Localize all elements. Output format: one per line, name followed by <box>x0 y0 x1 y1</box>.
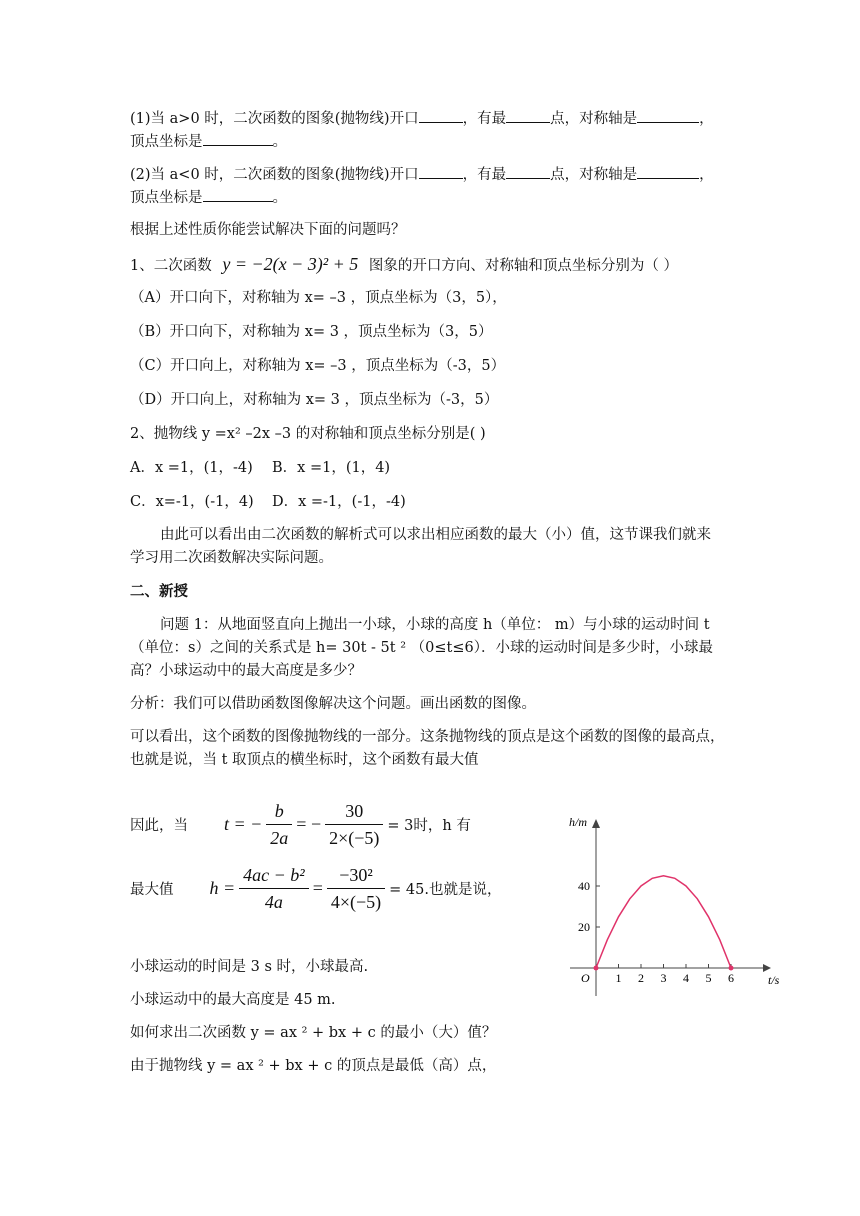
x-tick-label: 5 <box>705 971 712 985</box>
section-heading: 二、新授 <box>130 583 188 600</box>
blank <box>419 108 463 123</box>
problem-line3: 高？小球运动中的最大高度是多少？ <box>130 663 362 679</box>
question-1-option-a: （A）开口向下，对称轴为 x= –3 ，顶点坐标为（3，5）， <box>130 290 507 306</box>
property-2-line1: (2)当 a<0 时，二次函数的图象(抛物线)开口 ，有最 点，对称轴是 ， <box>130 164 714 185</box>
origin-label: O <box>581 971 590 985</box>
blank <box>637 164 699 179</box>
question-1-option-b: （B）开口向下，对称轴为 x= 3 ，顶点坐标为（3，5） <box>130 324 493 340</box>
ticks <box>578 879 734 985</box>
blank <box>419 164 463 179</box>
x-tick-label: 1 <box>615 971 622 985</box>
question-1-stem: 1、二次函数 y = −2(x − 3)² + 5 图象的开口方向、对称轴和顶点坐标分别为（ ） <box>130 254 679 274</box>
y-axis-label: h/m <box>569 815 587 829</box>
question-2-stem: 2、抛物线 y =x² –2x –3 的对称轴和顶点坐标分别是( ) <box>130 426 486 442</box>
endpoint <box>729 966 734 971</box>
problem-line2: （单位：s）之间的关系式是 h= 30t - 5t ² （0≤t≤6）．小球的运动时间是多少时，小球最 <box>130 640 713 656</box>
question-2-option-d: D．x =-1，(-1，-4) <box>272 494 406 510</box>
summary-line2: 学习用二次函数解决实际问题。 <box>130 550 333 566</box>
question-line2: 由于抛物线 y = ax ² + bx + c 的顶点是最低（高）点， <box>130 1058 497 1074</box>
question-1-option-d: （D）开口向上，对称轴为 x= 3 ，顶点坐标为（-3，5） <box>130 392 499 408</box>
observe-line1: 可以看出，这个函数的图像抛物线的一部分。这条抛物线的顶点是这个函数的图像的最高点， <box>130 729 725 745</box>
x-tick-label: 2 <box>638 971 644 985</box>
problem-line1: 问题 1：从地面竖直向上抛出一小球，小球的高度 h（单位： m）与小球的运动时间 t <box>160 617 710 633</box>
x-tick-label: 6 <box>728 971 734 985</box>
blank <box>506 108 550 123</box>
blank <box>506 164 550 179</box>
blank <box>203 131 273 146</box>
blank <box>203 187 273 202</box>
property-2-line2: 顶点坐标是 。 <box>130 187 287 208</box>
vertex-t-formula: 因此，当 t = − $\frac{b}{2a}$ = − $\frac{30}{2\times(-5)}$ = 3时，h 有 <box>130 798 471 851</box>
series-line <box>596 876 731 968</box>
question-2-option-b: B．x =1，(1，4) <box>272 460 391 476</box>
x-tick-label: 3 <box>660 971 667 985</box>
analysis-text: 分析：我们可以借助函数图像解决这个问题。画出函数的图像。 <box>130 696 536 712</box>
summary-line1: 由此可以看出由二次函数的解析式可以求出相应函数的最大（小）值，这节课我们就来 <box>160 527 711 543</box>
observe-line2: 也就是说，当 t 取顶点的横坐标时，这个函数有最大值 <box>130 752 479 768</box>
y-tick-label: 20 <box>578 920 590 934</box>
property-1-line2: 顶点坐标是 。 <box>130 131 287 152</box>
parabola-chart <box>565 812 790 1002</box>
fraction: $\frac{\text{4ac − b²}}{4a}$ <box>239 862 309 915</box>
x-axis-label: t/s <box>768 973 780 987</box>
question-1-option-c: （C）开口向上，对称轴为 x= –3 ，顶点坐标为（-3，5） <box>130 358 506 374</box>
property-1-line1: (1)当 a>0 时，二次函数的图象(抛物线)开口 ，有最 点，对称轴是 ， <box>130 108 714 129</box>
fraction: $\frac{30}{2\times(-5)}$ <box>325 798 383 851</box>
question-2-option-c: C．x=-1，(-1，4) <box>130 494 254 510</box>
conclusion-line1: 小球运动的时间是 3 s 时，小球最高. <box>130 959 369 975</box>
question-line1: 如何求出二次函数 y = ax ² + bx + c 的最小（大）值？ <box>130 1025 497 1041</box>
fraction: $\frac{b}{2a}$ <box>266 798 292 851</box>
fraction: $\frac{\text{−30²}}{4\times(-5)}$ <box>327 862 385 915</box>
question-1-formula: y = −2(x − 3)² + 5 <box>222 254 359 274</box>
blank <box>637 108 699 123</box>
axes <box>569 815 780 996</box>
y-axis-arrow <box>592 819 600 828</box>
max-h-formula: 最大值 h = $\frac{\text{4ac − b²}}{4a}$ = $\frac{\text{−30²}}{4\times(-5)}$ = 45.也就是说， <box>130 862 501 915</box>
conclusion-line2: 小球运动中的最大高度是 45 m. <box>130 992 336 1008</box>
intro-text: 根据上述性质你能尝试解决下面的问题吗？ <box>130 222 406 238</box>
y-tick-label: 40 <box>578 879 590 893</box>
x-tick-label: 4 <box>683 971 689 985</box>
question-2-option-a: A．x =1，(1，-4) <box>130 460 253 476</box>
x-axis-arrow <box>763 964 771 972</box>
endpoint <box>594 966 599 971</box>
